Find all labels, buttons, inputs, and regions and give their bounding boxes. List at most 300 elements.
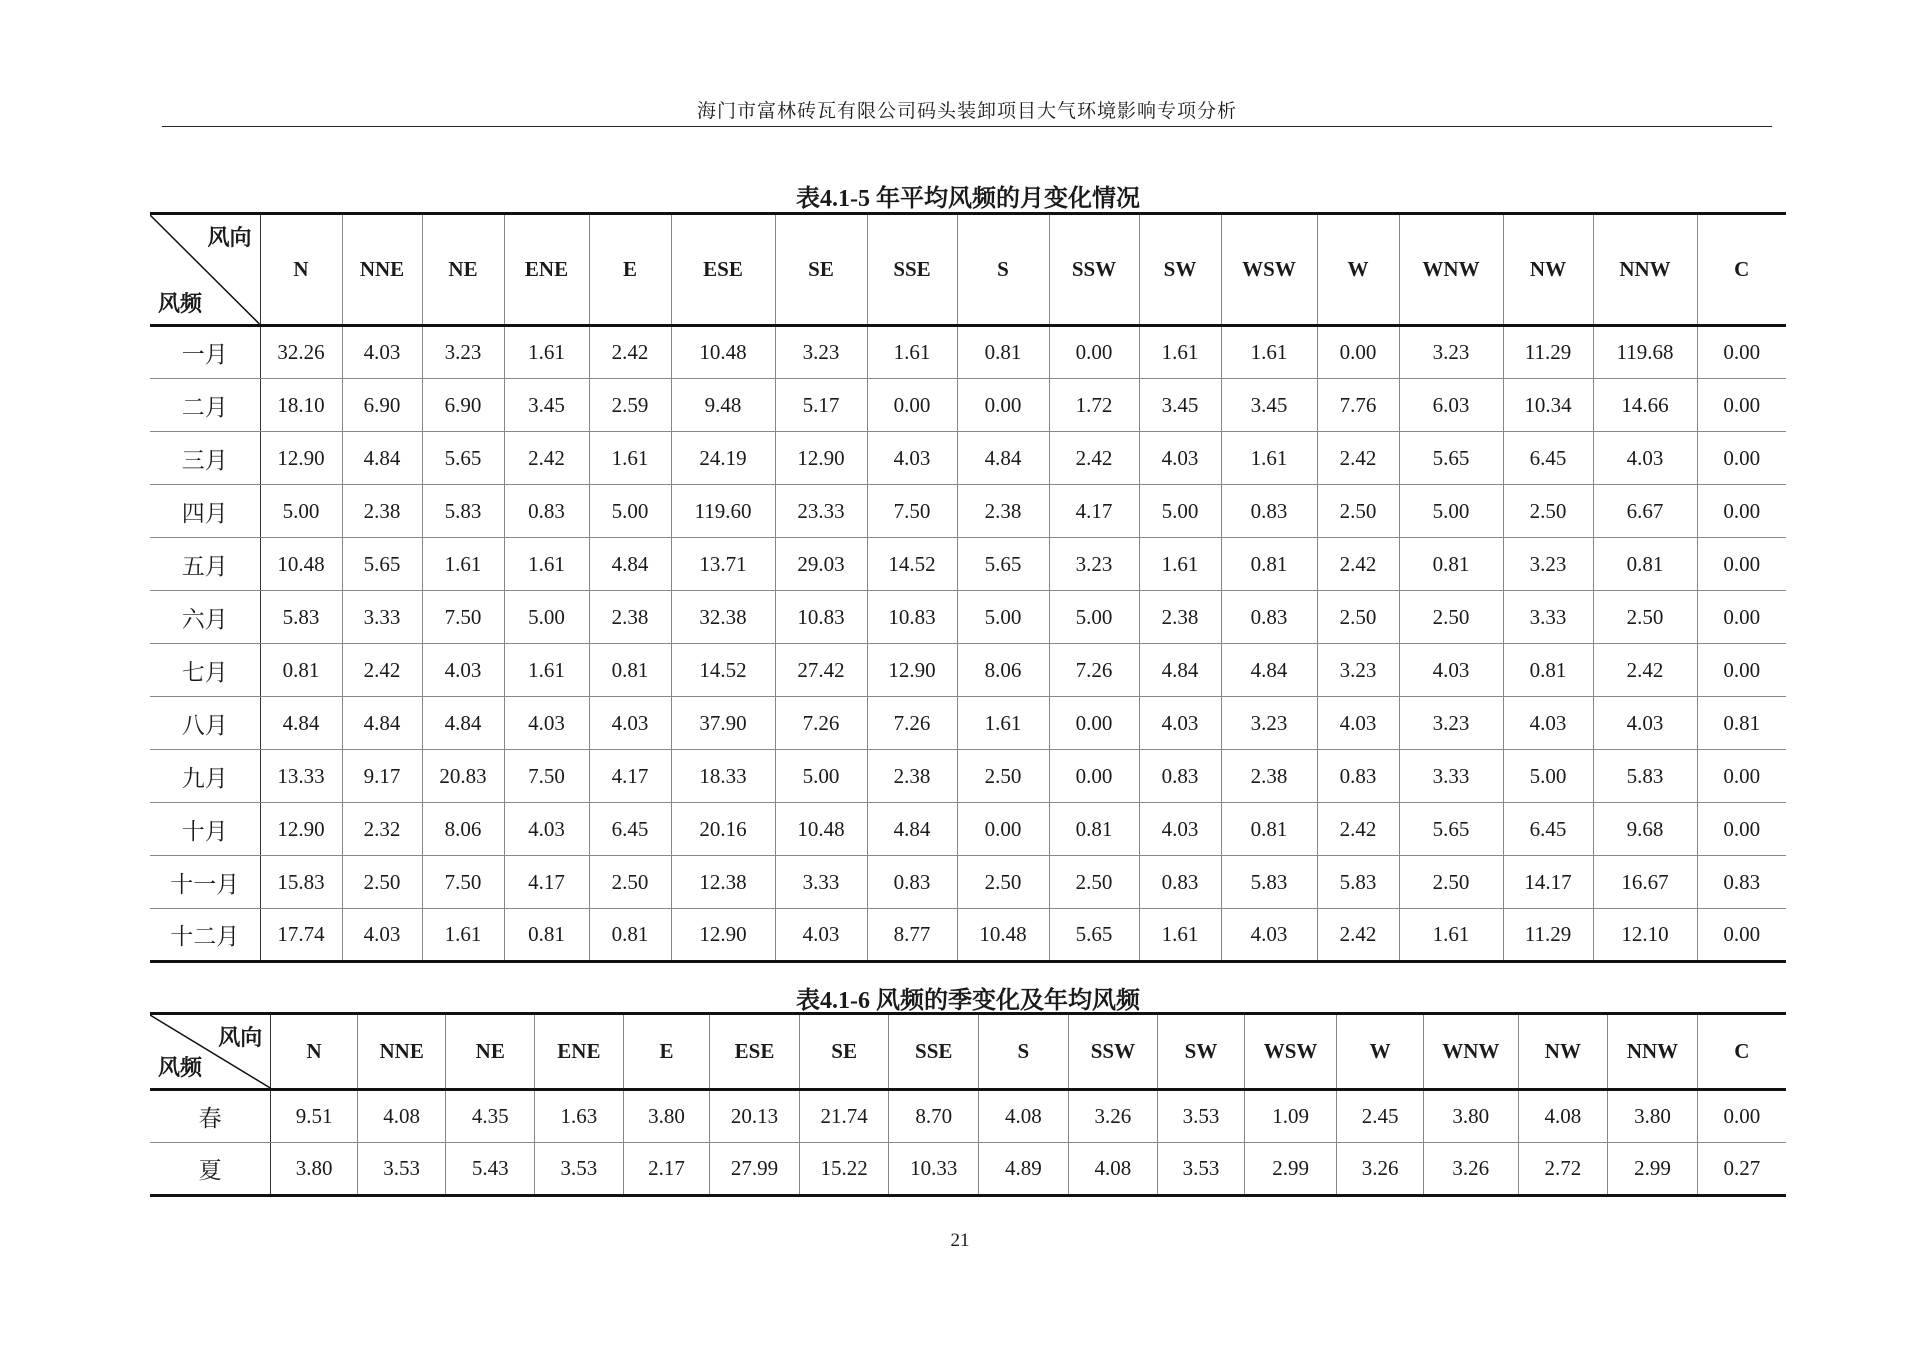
table-cell: 4.84 [260,697,342,750]
table-cell: 2.50 [342,856,422,909]
table-cell: 4.08 [1068,1143,1158,1196]
column-header-ene: ENE [504,214,589,326]
table-cell: 12.10 [1593,909,1697,962]
table-cell: 3.23 [1317,644,1399,697]
table-cell: 4.84 [1139,644,1221,697]
table-cell: 4.03 [1221,909,1317,962]
table-cell: 4.84 [589,538,671,591]
table-cell: 5.00 [1503,750,1593,803]
table-cell: 5.65 [1399,432,1503,485]
column-header-se: SE [775,214,867,326]
table-cell: 1.61 [504,326,589,379]
row-label: 五月 [150,538,260,591]
table-caption-monthly: 表4.1-5 年平均风频的月变化情况 [796,186,1140,212]
column-header-wnw: WNW [1423,1014,1518,1090]
table-cell: 0.81 [1221,538,1317,591]
table-cell: 15.83 [260,856,342,909]
table-cell: 5.00 [589,485,671,538]
table-row [150,856,1786,909]
table-cell: 5.00 [1049,591,1139,644]
table-cell: 2.50 [957,856,1049,909]
column-header-nnw: NNW [1593,214,1697,326]
column-header-sw: SW [1158,1014,1245,1090]
table-cell: 5.83 [422,485,504,538]
table-cell: 10.33 [889,1143,979,1196]
table-cell: 17.74 [260,909,342,962]
table-cell: 0.81 [260,644,342,697]
column-header-n: N [260,214,342,326]
table-cell: 7.50 [867,485,957,538]
table-cell: 0.81 [1593,538,1697,591]
table-cell: 6.45 [589,803,671,856]
table-cell: 2.17 [623,1143,710,1196]
table-cell: 8.70 [889,1090,979,1143]
table-row [150,644,1786,697]
column-header-c: C [1697,214,1786,326]
table-cell: 8.77 [867,909,957,962]
table-cell: 0.00 [1697,1090,1786,1143]
table-cell: 2.50 [1503,485,1593,538]
seasonal-wind-frequency-table [150,1012,1786,1197]
table-cell: 0.00 [1697,909,1786,962]
table-row [150,697,1786,750]
table-cell: 2.72 [1518,1143,1608,1196]
table-cell: 0.00 [867,379,957,432]
page-number: 21 [950,1230,970,1251]
column-header-nw: NW [1518,1014,1608,1090]
table-cell: 11.29 [1503,909,1593,962]
column-header-c: C [1697,1014,1786,1090]
column-header-sse: SSE [889,1014,979,1090]
table-row [150,326,1786,379]
table-cell: 1.61 [1221,432,1317,485]
table-cell: 3.23 [1221,697,1317,750]
header-rule [162,126,1772,127]
row-label: 十二月 [150,909,260,962]
table-cell: 0.00 [1697,644,1786,697]
table-cell: 2.42 [1317,803,1399,856]
table-cell: 2.50 [1593,591,1697,644]
table-cell: 1.61 [867,326,957,379]
column-header-ne: NE [422,214,504,326]
table-cell: 5.65 [1399,803,1503,856]
table-cell: 3.80 [1608,1090,1698,1143]
table-row [150,750,1786,803]
table-cell: 3.33 [775,856,867,909]
table-cell: 2.42 [1049,432,1139,485]
table-cell: 4.17 [504,856,589,909]
table-cell: 0.00 [1697,750,1786,803]
table-cell: 4.03 [1593,432,1697,485]
table-cell: 4.17 [1049,485,1139,538]
table-cell: 0.83 [867,856,957,909]
table-cell: 4.84 [1221,644,1317,697]
table-cell: 10.48 [671,326,775,379]
column-header-ssw: SSW [1049,214,1139,326]
table-cell: 0.00 [1049,326,1139,379]
row-label: 夏 [150,1143,271,1196]
column-header-ese: ESE [671,214,775,326]
column-header-nne: NNE [342,214,422,326]
row-label: 一月 [150,326,260,379]
table-cell: 0.81 [957,326,1049,379]
table-cell: 13.33 [260,750,342,803]
table-cell: 0.81 [1221,803,1317,856]
table-cell: 15.22 [799,1143,889,1196]
table-row [150,379,1786,432]
table-cell: 1.61 [589,432,671,485]
table-cell: 4.08 [357,1090,446,1143]
table-cell: 2.42 [589,326,671,379]
table-cell: 20.13 [710,1090,800,1143]
table-cell: 5.65 [957,538,1049,591]
table-cell: 10.48 [957,909,1049,962]
table-cell: 6.45 [1503,803,1593,856]
row-label: 十月 [150,803,260,856]
table-cell: 6.67 [1593,485,1697,538]
table-cell: 4.03 [867,432,957,485]
table-cell: 3.53 [535,1143,624,1196]
table-cell: 4.03 [1139,803,1221,856]
table-cell: 10.48 [260,538,342,591]
table-cell: 5.65 [422,432,504,485]
table-cell: 0.81 [1503,644,1593,697]
table-row [150,803,1786,856]
table-cell: 2.38 [867,750,957,803]
table-cell: 5.65 [342,538,422,591]
row-label: 春 [150,1090,271,1143]
table-cell: 12.90 [867,644,957,697]
table-cell: 7.76 [1317,379,1399,432]
column-header-wsw: WSW [1221,214,1317,326]
header-row [150,1014,1786,1090]
corner-label-frequency: 风频 [158,1055,203,1080]
table-cell: 0.00 [1697,485,1786,538]
table-row [150,538,1786,591]
table-cell: 2.50 [1049,856,1139,909]
table-cell: 20.83 [422,750,504,803]
table-cell: 4.03 [422,644,504,697]
column-header-n: N [271,1014,358,1090]
table-cell: 3.26 [1337,1143,1424,1196]
table-row [150,432,1786,485]
table-cell: 3.33 [1503,591,1593,644]
table-cell: 2.32 [342,803,422,856]
table-row [150,485,1786,538]
table-cell: 4.03 [1593,697,1697,750]
table-cell: 2.59 [589,379,671,432]
column-header-ne: NE [446,1014,535,1090]
table-cell: 0.81 [1399,538,1503,591]
table-cell: 10.83 [867,591,957,644]
table-cell: 3.23 [775,326,867,379]
table-cell: 0.00 [1317,326,1399,379]
column-header-w: W [1337,1014,1424,1090]
table-cell: 0.83 [1139,856,1221,909]
table-cell: 4.84 [342,697,422,750]
table-cell: 5.17 [775,379,867,432]
table-cell: 3.80 [271,1143,358,1196]
row-label: 十一月 [150,856,260,909]
table-cell: 4.35 [446,1090,535,1143]
table-cell: 1.61 [1399,909,1503,962]
table-cell: 12.90 [671,909,775,962]
table-cell: 4.84 [867,803,957,856]
column-header-nw: NW [1503,214,1593,326]
table-cell: 29.03 [775,538,867,591]
column-header-wnw: WNW [1399,214,1503,326]
table-cell: 5.43 [446,1143,535,1196]
table-cell: 2.50 [589,856,671,909]
table-cell: 27.99 [710,1143,800,1196]
table-cell: 2.38 [589,591,671,644]
table-cell: 2.38 [342,485,422,538]
table-cell: 10.83 [775,591,867,644]
table-cell: 6.90 [342,379,422,432]
table-cell: 16.67 [1593,856,1697,909]
page-header-title: 海门市富林砖瓦有限公司码头装卸项目大气环境影响专项分析 [696,101,1237,122]
table-cell: 7.26 [867,697,957,750]
table-cell: 0.00 [957,379,1049,432]
corner-label-direction: 风向 [218,1025,263,1050]
table-row [150,1143,1786,1196]
table-cell: 4.84 [422,697,504,750]
table-cell: 0.00 [1697,591,1786,644]
table-cell: 2.50 [1399,856,1503,909]
table-cell: 3.23 [1049,538,1139,591]
table-cell: 3.23 [1399,697,1503,750]
table-cell: 5.00 [1139,485,1221,538]
table-cell: 23.33 [775,485,867,538]
table-cell: 3.53 [1158,1090,1245,1143]
table-cell: 0.00 [1697,803,1786,856]
table-cell: 4.03 [504,803,589,856]
table-cell: 0.83 [1317,750,1399,803]
column-header-se: SE [799,1014,889,1090]
table-cell: 32.38 [671,591,775,644]
table-cell: 0.00 [1697,326,1786,379]
table-cell: 12.90 [260,803,342,856]
table-cell: 2.42 [1317,432,1399,485]
table-cell: 4.17 [589,750,671,803]
table-cell: 10.48 [775,803,867,856]
row-label: 三月 [150,432,260,485]
column-header-e: E [589,214,671,326]
table-cell: 0.27 [1697,1143,1786,1196]
table-cell: 0.00 [957,803,1049,856]
table-cell: 1.61 [422,538,504,591]
table-cell: 18.10 [260,379,342,432]
table-cell: 21.74 [799,1090,889,1143]
table-cell: 1.61 [422,909,504,962]
table-cell: 1.61 [1139,326,1221,379]
table-cell: 2.38 [1139,591,1221,644]
table-cell: 2.50 [1317,591,1399,644]
table-cell: 9.48 [671,379,775,432]
table-cell: 5.00 [260,485,342,538]
table-cell: 1.61 [504,644,589,697]
table-cell: 4.03 [589,697,671,750]
table-cell: 0.83 [1697,856,1786,909]
table-cell: 2.42 [1593,644,1697,697]
table-cell: 18.33 [671,750,775,803]
table-cell: 4.03 [342,326,422,379]
table-cell: 119.60 [671,485,775,538]
table-cell: 8.06 [422,803,504,856]
table-cell: 0.00 [1697,432,1786,485]
table-cell: 1.61 [957,697,1049,750]
table-cell: 4.03 [504,697,589,750]
table-cell: 5.00 [504,591,589,644]
table-cell: 0.00 [1049,697,1139,750]
table-cell: 0.81 [1049,803,1139,856]
table-cell: 14.17 [1503,856,1593,909]
row-label: 四月 [150,485,260,538]
table-cell: 9.68 [1593,803,1697,856]
table-cell: 3.23 [422,326,504,379]
table-cell: 3.45 [1221,379,1317,432]
table-cell: 0.83 [1139,750,1221,803]
table-cell: 3.26 [1068,1090,1158,1143]
row-label: 二月 [150,379,260,432]
header-row [150,214,1786,326]
table-cell: 3.80 [623,1090,710,1143]
row-label: 八月 [150,697,260,750]
table-row [150,591,1786,644]
table-cell: 3.33 [1399,750,1503,803]
table-cell: 2.42 [342,644,422,697]
table-cell: 4.89 [979,1143,1069,1196]
corner-header-cell [150,1014,271,1090]
column-header-ene: ENE [535,1014,624,1090]
table-cell: 20.16 [671,803,775,856]
table-cell: 4.03 [1399,644,1503,697]
table-cell: 5.65 [1049,909,1139,962]
table-cell: 2.42 [504,432,589,485]
table-cell: 2.50 [1317,485,1399,538]
table-cell: 1.61 [1221,326,1317,379]
table-cell: 4.03 [1317,697,1399,750]
corner-header-cell [150,214,260,326]
table-cell: 10.34 [1503,379,1593,432]
table-cell: 7.50 [422,856,504,909]
table-cell: 1.72 [1049,379,1139,432]
table-cell: 4.08 [1518,1090,1608,1143]
table-cell: 6.45 [1503,432,1593,485]
table-cell: 2.38 [1221,750,1317,803]
column-header-nnw: NNW [1608,1014,1698,1090]
table-cell: 2.50 [957,750,1049,803]
table-cell: 6.03 [1399,379,1503,432]
table-cell: 5.00 [1399,485,1503,538]
table-cell: 7.50 [504,750,589,803]
table-cell: 4.84 [957,432,1049,485]
table-cell: 8.06 [957,644,1049,697]
column-header-s: S [979,1014,1069,1090]
table-cell: 4.03 [342,909,422,962]
table-cell: 1.63 [535,1090,624,1143]
corner-label-frequency: 风频 [158,291,203,316]
table-cell: 5.83 [1221,856,1317,909]
monthly-wind-frequency-table [150,212,1786,963]
table-row [150,909,1786,962]
table-cell: 0.83 [1221,485,1317,538]
column-header-ssw: SSW [1068,1014,1158,1090]
table-cell: 1.09 [1244,1090,1337,1143]
table-cell: 5.83 [260,591,342,644]
table-cell: 12.38 [671,856,775,909]
table-cell: 0.81 [589,644,671,697]
table-cell: 37.90 [671,697,775,750]
table-cell: 0.83 [504,485,589,538]
table-cell: 6.90 [422,379,504,432]
column-header-w: W [1317,214,1399,326]
table-cell: 14.52 [671,644,775,697]
table-cell: 5.83 [1593,750,1697,803]
table-cell: 7.26 [1049,644,1139,697]
table-cell: 0.81 [589,909,671,962]
table-cell: 2.99 [1608,1143,1698,1196]
table-cell: 3.23 [1503,538,1593,591]
table-cell: 4.03 [775,909,867,962]
table-cell: 3.26 [1423,1143,1518,1196]
table-cell: 0.81 [1697,697,1786,750]
table-cell: 2.45 [1337,1090,1424,1143]
table-cell: 4.08 [979,1090,1069,1143]
table-cell: 0.00 [1697,379,1786,432]
table-cell: 0.83 [1221,591,1317,644]
table-cell: 119.68 [1593,326,1697,379]
row-label: 七月 [150,644,260,697]
table-cell: 1.61 [1139,909,1221,962]
table-cell: 13.71 [671,538,775,591]
table-cell: 3.53 [357,1143,446,1196]
table-caption-seasonal: 表4.1-6 风频的季变化及年均风频 [796,988,1140,1014]
column-header-e: E [623,1014,710,1090]
table-cell: 9.51 [271,1090,358,1143]
table-cell: 0.00 [1049,750,1139,803]
table-cell: 32.26 [260,326,342,379]
table-cell: 5.83 [1317,856,1399,909]
table-cell: 12.90 [260,432,342,485]
column-header-nne: NNE [357,1014,446,1090]
table-cell: 4.84 [342,432,422,485]
table-cell: 1.61 [504,538,589,591]
table-cell: 27.42 [775,644,867,697]
table-cell: 3.23 [1399,326,1503,379]
table-cell: 3.45 [504,379,589,432]
table-cell: 2.99 [1244,1143,1337,1196]
table-cell: 0.00 [1697,538,1786,591]
table-cell: 12.90 [775,432,867,485]
table-cell: 5.00 [957,591,1049,644]
table-cell: 3.53 [1158,1143,1245,1196]
table-cell: 4.03 [1139,432,1221,485]
table-cell: 4.03 [1139,697,1221,750]
table-cell: 2.42 [1317,538,1399,591]
table-cell: 1.61 [1139,538,1221,591]
table-cell: 14.66 [1593,379,1697,432]
corner-label-direction: 风向 [207,225,252,250]
table-cell: 7.50 [422,591,504,644]
table-cell: 7.26 [775,697,867,750]
table-cell: 2.38 [957,485,1049,538]
table-cell: 4.03 [1503,697,1593,750]
table-cell: 2.50 [1399,591,1503,644]
column-header-wsw: WSW [1244,1014,1337,1090]
row-label: 六月 [150,591,260,644]
table-cell: 2.42 [1317,909,1399,962]
